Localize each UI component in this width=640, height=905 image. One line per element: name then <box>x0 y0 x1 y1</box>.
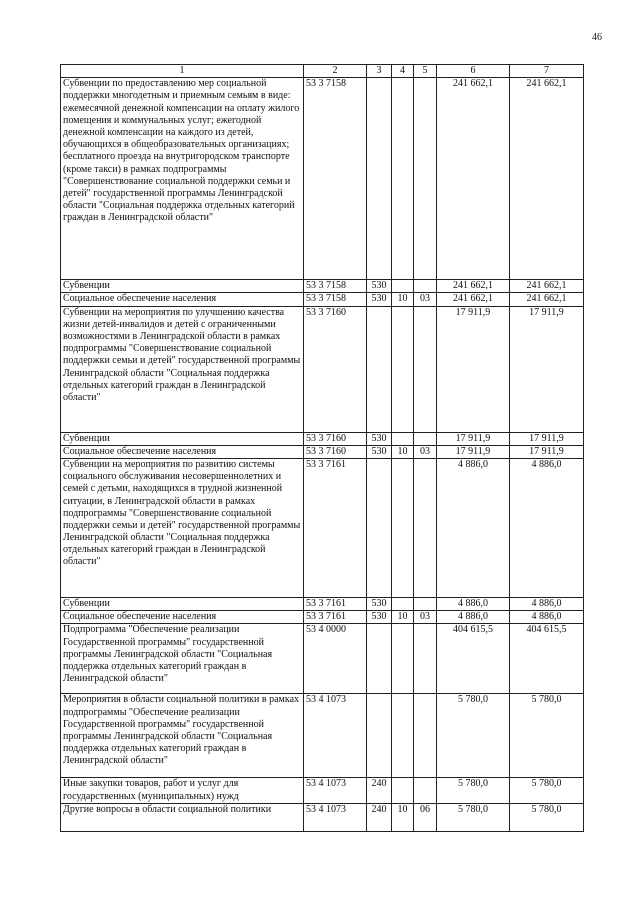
amount-col6: 404 615,5 <box>437 624 510 694</box>
target-code: 53 4 1073 <box>304 778 367 804</box>
target-code: 53 4 0000 <box>304 624 367 694</box>
table-row <box>61 624 584 694</box>
amount-col7: 17 911,9 <box>510 432 584 445</box>
row-name: Подпрограмма "Обеспечение реализации Государственной программы" государственной программы Ленинградской области "Социальная поддержка отдельных категорий граждан в Ленинградской области" <box>61 624 304 694</box>
target-code: 53 3 7161 <box>304 458 367 597</box>
column-header: 2 <box>304 65 367 78</box>
row-name: Социальное обеспечение населения <box>61 611 304 624</box>
section <box>392 597 414 610</box>
target-code: 53 3 7158 <box>304 78 367 280</box>
amount-col6: 17 911,9 <box>437 445 510 458</box>
section <box>392 624 414 694</box>
amount-col7: 241 662,1 <box>510 293 584 306</box>
budget-table <box>60 64 584 832</box>
amount-col7: 4 886,0 <box>510 611 584 624</box>
target-code: 53 3 7158 <box>304 280 367 293</box>
subsection <box>414 597 437 610</box>
target-code: 53 3 7160 <box>304 306 367 432</box>
section <box>392 306 414 432</box>
amount-col7: 241 662,1 <box>510 78 584 280</box>
table-row <box>61 458 584 597</box>
target-code: 53 3 7161 <box>304 597 367 610</box>
expense-type: 530 <box>367 432 392 445</box>
target-code: 53 3 7160 <box>304 445 367 458</box>
amount-col7: 241 662,1 <box>510 280 584 293</box>
amount-col6: 5 780,0 <box>437 778 510 804</box>
subsection <box>414 432 437 445</box>
section: 10 <box>392 293 414 306</box>
row-name: Субвенции <box>61 432 304 445</box>
row-name: Субвенции по предоставлению мер социальной поддержки многодетным и приемным семьям в виде: ежемесячной денежной компенсации на оплату жилого помещения и коммунальных услуг; ежегодной денежной компенсации на каждого из детей, обучающихся в общеобразовательных организациях; бесплатного проезда на внутригородском транспорте (кроме такси) в рамках подпрограммы "Совершенствование социальной поддержки семьи и детей" государственной программы Ленинградской области "Социальная поддержка отдельных категорий граждан в Ленинградской области" <box>61 78 304 280</box>
subsection <box>414 280 437 293</box>
target-code: 53 4 1073 <box>304 804 367 832</box>
amount-col7: 5 780,0 <box>510 778 584 804</box>
section <box>392 694 414 778</box>
table-row <box>61 597 584 610</box>
column-header: 7 <box>510 65 584 78</box>
section <box>392 78 414 280</box>
subsection <box>414 778 437 804</box>
expense-type: 240 <box>367 804 392 832</box>
row-name: Иные закупки товаров, работ и услуг для государственных (муниципальных) нужд <box>61 778 304 804</box>
subsection <box>414 694 437 778</box>
amount-col6: 241 662,1 <box>437 280 510 293</box>
table-row <box>61 445 584 458</box>
amount-col6: 17 911,9 <box>437 432 510 445</box>
section: 10 <box>392 804 414 832</box>
section <box>392 458 414 597</box>
expense-type: 530 <box>367 280 392 293</box>
target-code: 53 3 7160 <box>304 432 367 445</box>
table-row <box>61 804 584 832</box>
row-name: Мероприятия в области социальной политики в рамках подпрограммы "Обеспечение реализации Государственной программы" государственной программы Ленинградской области "Социальная поддержка отдельных категорий граждан в Ленинградской области" <box>61 694 304 778</box>
column-header: 3 <box>367 65 392 78</box>
expense-type: 530 <box>367 445 392 458</box>
amount-col7: 4 886,0 <box>510 597 584 610</box>
amount-col6: 4 886,0 <box>437 458 510 597</box>
amount-col6: 241 662,1 <box>437 78 510 280</box>
expense-type <box>367 306 392 432</box>
amount-col6: 4 886,0 <box>437 597 510 610</box>
subsection <box>414 458 437 597</box>
table-row <box>61 778 584 804</box>
page-number: 46 <box>592 32 602 43</box>
row-name: Субвенции <box>61 280 304 293</box>
row-name: Социальное обеспечение населения <box>61 445 304 458</box>
section <box>392 280 414 293</box>
expense-type: 240 <box>367 778 392 804</box>
amount-col7: 5 780,0 <box>510 804 584 832</box>
table-row <box>61 432 584 445</box>
row-name: Социальное обеспечение населения <box>61 293 304 306</box>
section: 10 <box>392 611 414 624</box>
target-code: 53 4 1073 <box>304 694 367 778</box>
amount-col7: 4 886,0 <box>510 458 584 597</box>
column-header: 5 <box>414 65 437 78</box>
expense-type <box>367 458 392 597</box>
expense-type: 530 <box>367 597 392 610</box>
column-header: 6 <box>437 65 510 78</box>
amount-col6: 241 662,1 <box>437 293 510 306</box>
amount-col7: 17 911,9 <box>510 445 584 458</box>
table-row <box>61 694 584 778</box>
amount-col6: 4 886,0 <box>437 611 510 624</box>
subsection <box>414 306 437 432</box>
expense-type <box>367 694 392 778</box>
subsection: 03 <box>414 293 437 306</box>
amount-col6: 5 780,0 <box>437 804 510 832</box>
amount-col7: 17 911,9 <box>510 306 584 432</box>
expense-type: 530 <box>367 611 392 624</box>
expense-type: 530 <box>367 293 392 306</box>
subsection <box>414 624 437 694</box>
row-name: Субвенции на мероприятия по развитию системы социального обслуживания несовершеннолетних и семей с детьми, находящихся в трудной жизненной ситуации, в Ленинградской области в рамках подпрограммы "Совершенствование социальной поддержки семьи и детей" государственной программы Ленинградской области "Социальная поддержка отдельных категорий граждан в Ленинградской области" <box>61 458 304 597</box>
table-row <box>61 611 584 624</box>
table-header-row <box>61 65 584 78</box>
table-row <box>61 280 584 293</box>
column-header: 4 <box>392 65 414 78</box>
subsection: 06 <box>414 804 437 832</box>
row-name: Субвенции <box>61 597 304 610</box>
subsection: 03 <box>414 611 437 624</box>
table-row <box>61 306 584 432</box>
section <box>392 432 414 445</box>
section <box>392 778 414 804</box>
row-name: Другие вопросы в области социальной политики <box>61 804 304 832</box>
amount-col6: 5 780,0 <box>437 694 510 778</box>
expense-type <box>367 78 392 280</box>
table-row <box>61 78 584 280</box>
amount-col6: 17 911,9 <box>437 306 510 432</box>
target-code: 53 3 7158 <box>304 293 367 306</box>
subsection <box>414 78 437 280</box>
row-name: Субвенции на мероприятия по улучшению качества жизни детей-инвалидов и детей с ограниченными возможностями в Ленинградской области в рамках подпрограммы "Совершенствование социальной поддержки семьи и детей" государственной программы Ленинградской области "Социальная поддержка отдельных категорий граждан в Ленинградской области" <box>61 306 304 432</box>
section: 10 <box>392 445 414 458</box>
table-row <box>61 293 584 306</box>
target-code: 53 3 7161 <box>304 611 367 624</box>
column-header: 1 <box>61 65 304 78</box>
amount-col7: 5 780,0 <box>510 694 584 778</box>
subsection: 03 <box>414 445 437 458</box>
amount-col7: 404 615,5 <box>510 624 584 694</box>
expense-type <box>367 624 392 694</box>
